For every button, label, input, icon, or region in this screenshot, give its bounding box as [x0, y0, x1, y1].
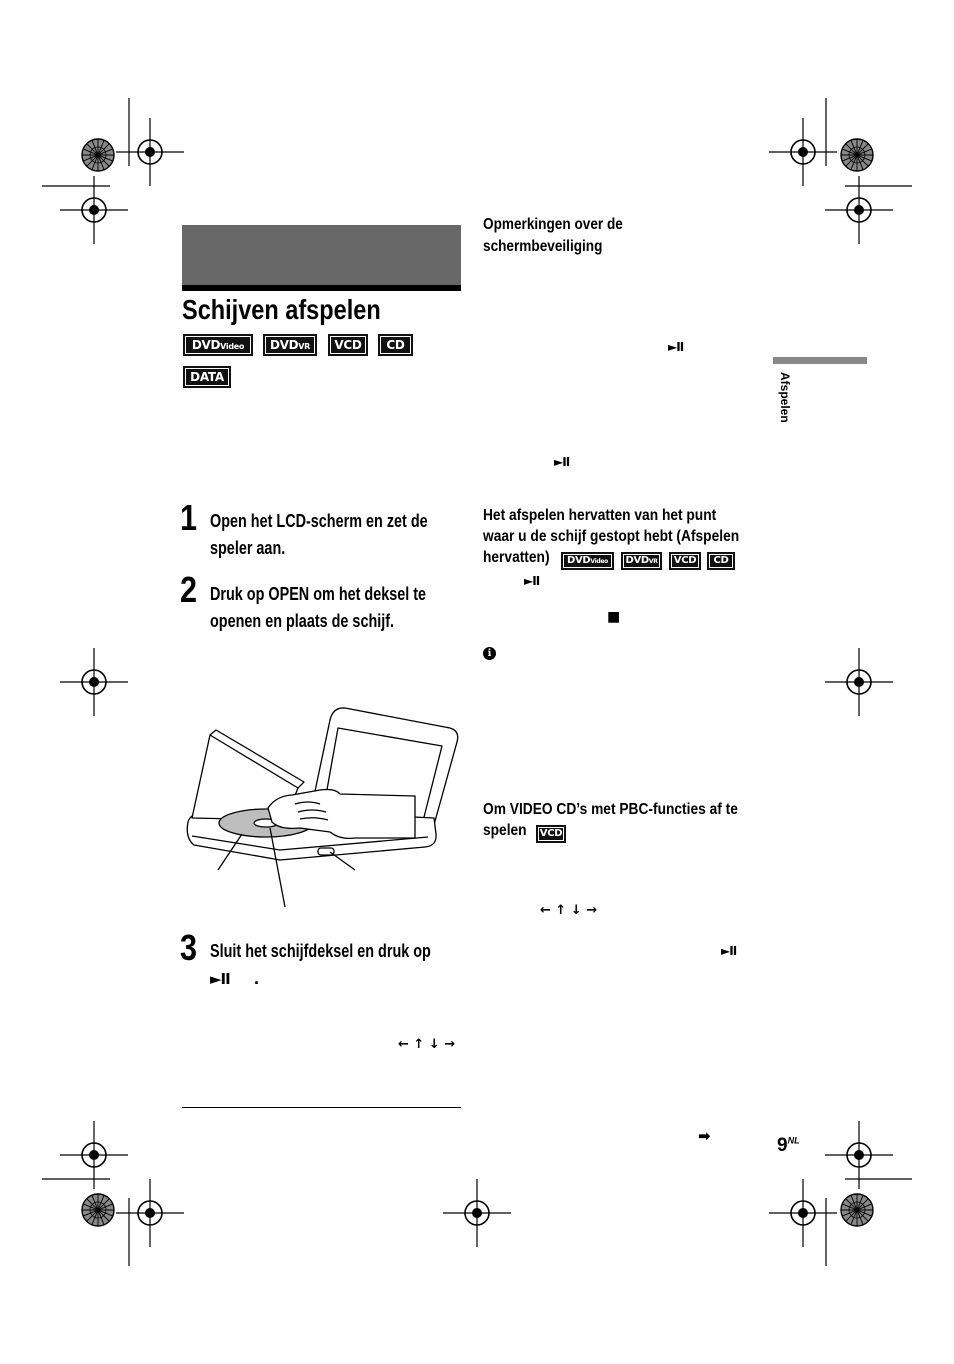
resume-heading-line1: Het afspelen hervatten van het punt [483, 507, 717, 524]
data-badge: DATA [183, 366, 231, 388]
step-1-number: 1 [180, 497, 198, 538]
vcd-badge: VCD [328, 334, 368, 356]
side-tab-label: Afspelen [778, 372, 792, 423]
player-illustration [180, 700, 470, 915]
arrow-keys-icon-2: ← ↑ ↓ → [540, 903, 598, 918]
vcd-heading-badge: VCD [536, 825, 566, 843]
play-pause-icon-4: ►II [721, 944, 737, 958]
step-3-number: 3 [180, 927, 198, 968]
step-2-text-line2: openen en plaats de schijf. [210, 611, 395, 631]
tip-icon: ℹ [483, 647, 496, 660]
step-3-play-pause-icon: ►II [210, 970, 230, 988]
dvdvideo-badge: DVDVideo [183, 334, 253, 356]
step-2-text-line1: Druk op OPEN om het deksel te [210, 584, 427, 604]
resume-dvdvr-badge: DVDVR [621, 552, 662, 570]
stop-icon: ■ [607, 609, 621, 625]
resume-heading-line3: hervatten) [483, 549, 550, 566]
play-pause-icon-3: ►II [524, 574, 540, 588]
arrow-keys-icon: ← ↑ ↓ → [398, 1037, 456, 1052]
column-rule [182, 1107, 461, 1108]
vcd-heading-line1: Om VIDEO CD’s met PBC-functies af te [483, 801, 738, 818]
header-rule [182, 285, 461, 291]
screensaver-heading-line1: Opmerkingen over de [483, 216, 623, 233]
screensaver-heading-line2: schermbeveiliging [483, 238, 603, 255]
step-1-text-line1: Open het LCD-scherm en zet de [210, 511, 428, 531]
play-pause-icon-2: ►II [554, 455, 570, 469]
vcd-heading-line2: spelen [483, 822, 527, 839]
continue-arrow-icon: ➡ [698, 1127, 711, 1145]
header-band [182, 225, 461, 285]
step-1-text-line2: speler aan. [210, 538, 286, 558]
step-3-text-suffix: . [254, 968, 260, 988]
resume-heading-line2: waar u de schijf gestopt hebt (Afspelen [483, 528, 740, 545]
step-2-number: 2 [180, 569, 198, 610]
resume-dvdvideo-badge: DVDVideo [561, 552, 614, 570]
step-3-text-line1: Sluit het schijfdeksel en druk op [210, 941, 431, 961]
play-pause-icon-1: ►II [668, 340, 684, 354]
page-number: $9^{NL}$ [777, 1135, 800, 1156]
resume-cd-badge: CD [707, 552, 735, 570]
resume-vcd-badge: VCD [669, 552, 701, 570]
cd-badge: CD [378, 334, 413, 356]
dvdvr-badge: DVDVR [263, 334, 317, 356]
side-tab-bar [773, 357, 867, 364]
page-title: Schijven afspelen [182, 294, 381, 325]
